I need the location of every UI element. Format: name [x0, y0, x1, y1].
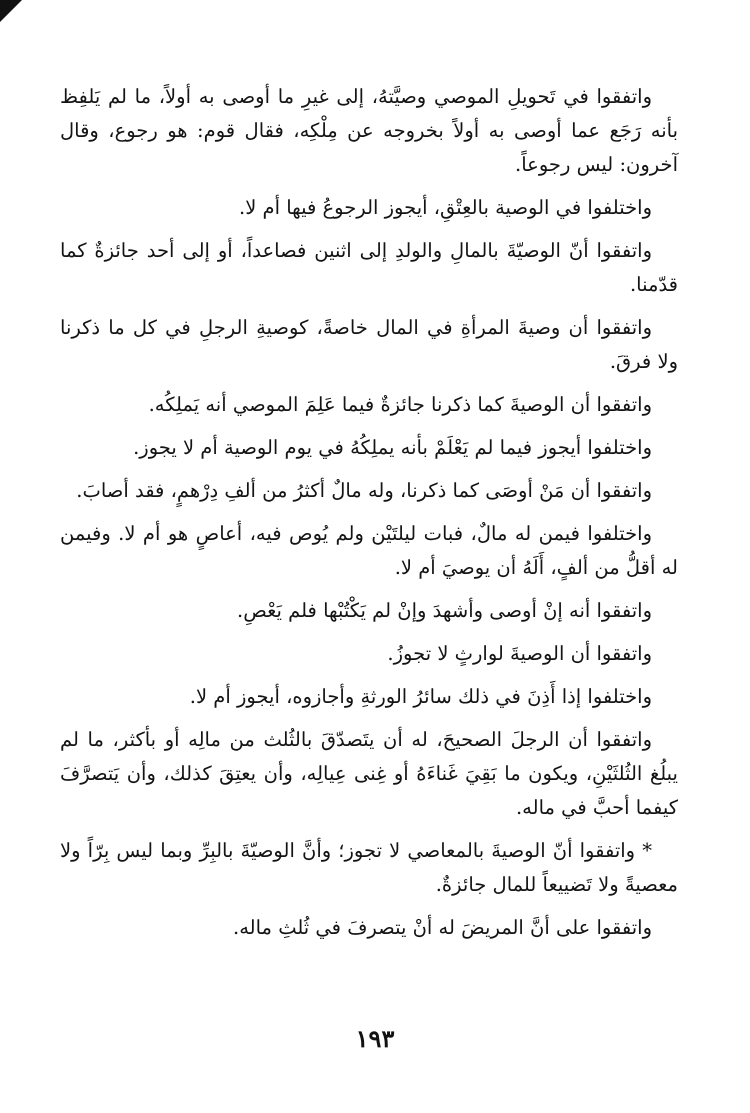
paragraph-10: واتفقوا أن الوصيةَ لوارثٍ لا تجوزُ.: [387, 642, 652, 665]
page-number: ١٩٣: [355, 1024, 395, 1053]
paragraph-7: واتفقوا أن مَنْ أوصَى كما ذكرنا، وله مالٌ أكثرُ من ألفِ دِرْهمٍ، فقد أصابَ.: [76, 479, 652, 502]
page-corner-mark: [0, 0, 22, 22]
paragraph-14: واتفقوا على أنَّ المريضَ له أنْ يتصرفَ في ثُلثِ ماله.: [233, 916, 652, 939]
paragraph-8: واختلفوا فيمن له مالٌ، فبات ليلتَيْن ولم يُوص فيه، أعاصٍ هو أم لا. وفيمن له أقلُّ من ألفٍ، أَلَهُ أن يوصيَ أم لا.: [60, 522, 678, 579]
paragraph-13: * واتفقوا أنّ الوصيةَ بالمعاصي لا تجوز؛ وأنَّ الوصيّةَ بالبِرِّ وبما ليس بِرّاً ولا معصيةً ولا تَضييعاً للمال جائزةٌ.: [60, 839, 678, 896]
paragraph-3: واتفقوا أنّ الوصيّةَ بالمالِ والولدِ إلى اثنين فصاعداً، أو إلى أحد جائزةٌ كما قدّمنا.: [60, 239, 678, 296]
paragraph-5: واتفقوا أن الوصيةَ كما ذكرنا جائزةٌ فيما عَلِمَ الموصي أنه يَملِكُه.: [148, 393, 652, 416]
document-body: [60, 80, 678, 954]
paragraph-12: واتفقوا أن الرجلَ الصحيحَ، له أن يتَصدّقَ بالثُلث من مالِه أو بأكثر، ما لم يبلُغ الثُلثَيْنِ، ويكون ما بَقِيَ غَناءَهُ أو غِنى عِيالِه، وأن يعتِقَ كذلك، وأن يَتصرَّفَ كيفما أحبَّ في ماله.: [60, 728, 678, 819]
paragraph-2: واختلفوا في الوصية بالعِتْقِ، أيجوز الرجوعُ فيها أم لا.: [239, 196, 652, 219]
paragraph-9: واتفقوا أنه إنْ أوصى وأشهدَ وإنْ لم يَكْتُبْها فلم يَعْصِ.: [237, 599, 652, 622]
paragraph-1: واتفقوا في تَحويلِ الموصي وصيَّتهُ، إلى غيرِ ما أوصى به أولاً، ما لم يَلفِظ بأنه رَجَع عما أوصى به أولاً بخروجه عن مِلْكِه، فقال قوم: هو رجوع، وقال آخرون: ليس رجوعاً.: [60, 85, 678, 176]
paragraph-4: واتفقوا أن وصيةَ المرأةِ في المال خاصةً، كوصيةِ الرجلِ في كل ما ذكرنا ولا فرقَ.: [60, 316, 678, 373]
paragraph-6: واختلفوا أيجوز فيما لم يَعْلَمْ بأنه يملِكُهُ في يوم الوصية أم لا يجوز.: [133, 436, 652, 459]
paragraph-11: واختلفوا إذا أَذِنَ في ذلك سائرُ الورثةِ وأجازوه، أيجوز أم لا.: [189, 685, 652, 708]
